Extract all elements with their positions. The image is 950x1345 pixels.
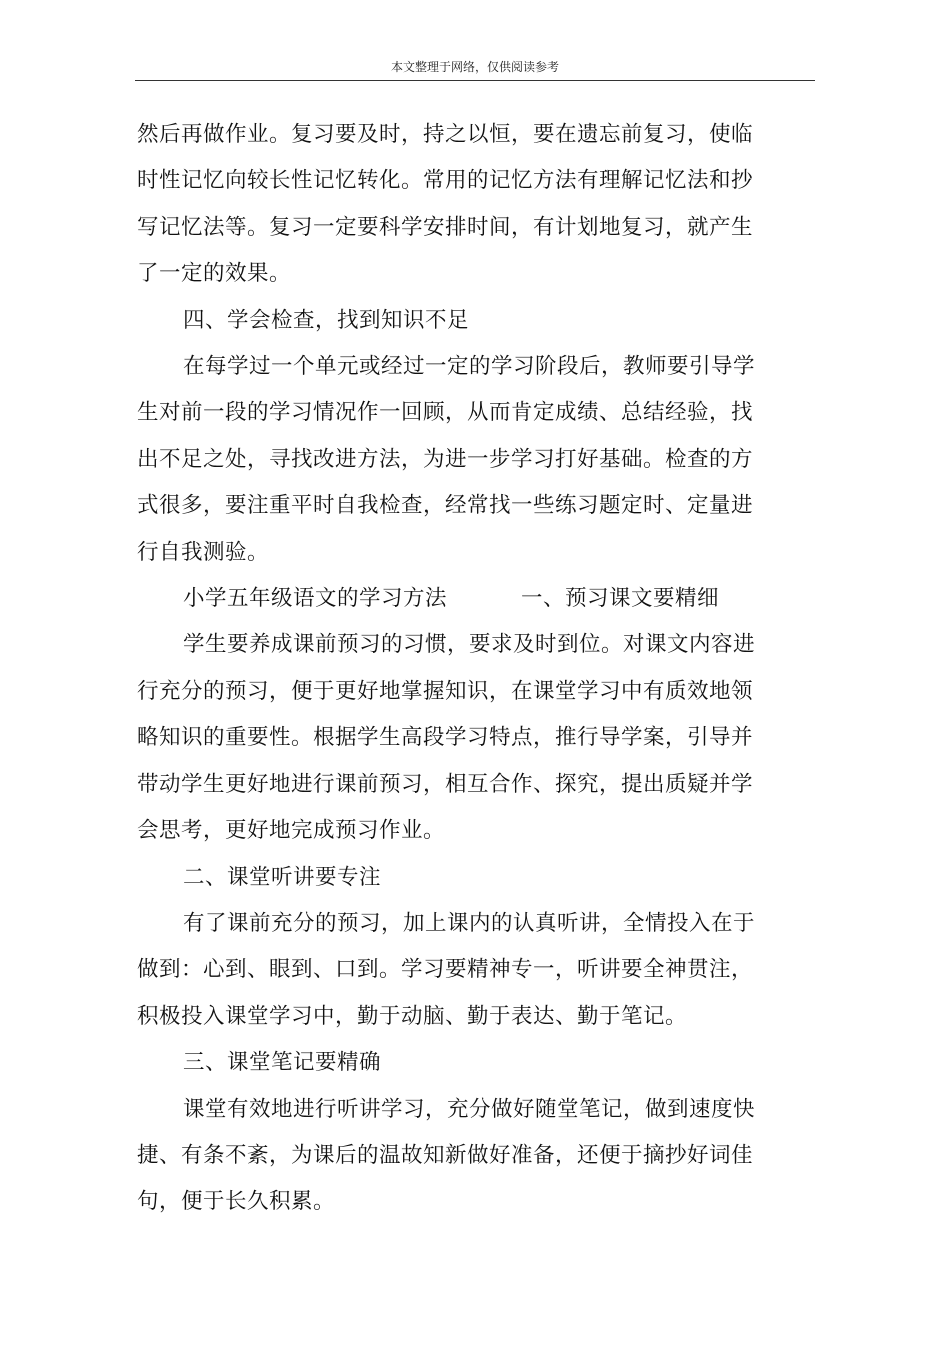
section-heading-check: 四、学会检查，找到知识不足 [183, 307, 470, 333]
section-heading-preview: 一、预习课文要精细 [521, 586, 720, 612]
section-heading-methods [137, 576, 757, 622]
section-heading-listening: 二、课堂听讲要专注 [183, 864, 382, 890]
paragraph-check: 在每学过一个单元或经过一定的学习阶段后，教师要引导学生对前一段的学习情况作一回顾，从而肯定成绩、总结经验，找出不足之处，寻找改进方法，为进一步学习打好基础。检查的方式很多，要注重平时自我检查，经常找一些练习题定时、定量进行自我测验。 [137, 354, 756, 565]
paragraph-preview: 学生要养成课前预习的习惯，要求及时到位。对课文内容进行充分的预习，便于更好地掌握知识，在课堂学习中有质效地领略知识的重要性。根据学生高段学习特点，推行导学案，引导并带动学生更好地进行课前预习，相互合作、探究，提出质疑并学会思考，更好地完成预习作业。 [137, 632, 756, 844]
article-title: 小学五年级语文的学习方法 [183, 586, 448, 612]
page-header: 本文整理于网络，仅供阅读参考 [390, 60, 559, 74]
header-divider [135, 80, 815, 81]
section-heading-notes: 三、课堂笔记要精确 [183, 1050, 382, 1076]
paragraph-notes: 课堂有效地进行听讲学习，充分做好随堂笔记，做到速度快捷、有条不紊，为课后的温故知新做好准备，还便于摘抄好词佳句，便于长久积累。 [137, 1096, 756, 1215]
paragraph-listening: 有了课前充分的预习，加上课内的认真听讲，全情投入在于做到：心到、眼到、口到。学习要精神专一，听讲要全神贯注，积极投入课堂学习中，勤于动脑、勤于表达、勤于笔记。 [137, 910, 756, 1029]
document-body [137, 112, 757, 1226]
paragraph-review-continued: 然后再做作业。复习要及时，持之以恒，要在遗忘前复习，使临时性记忆向较长性记忆转化。常用的记忆方法有理解记忆法和抄写记忆法等。复习一定要科学安排时间，有计划地复习，就产生了一定的效果。 [137, 122, 754, 287]
